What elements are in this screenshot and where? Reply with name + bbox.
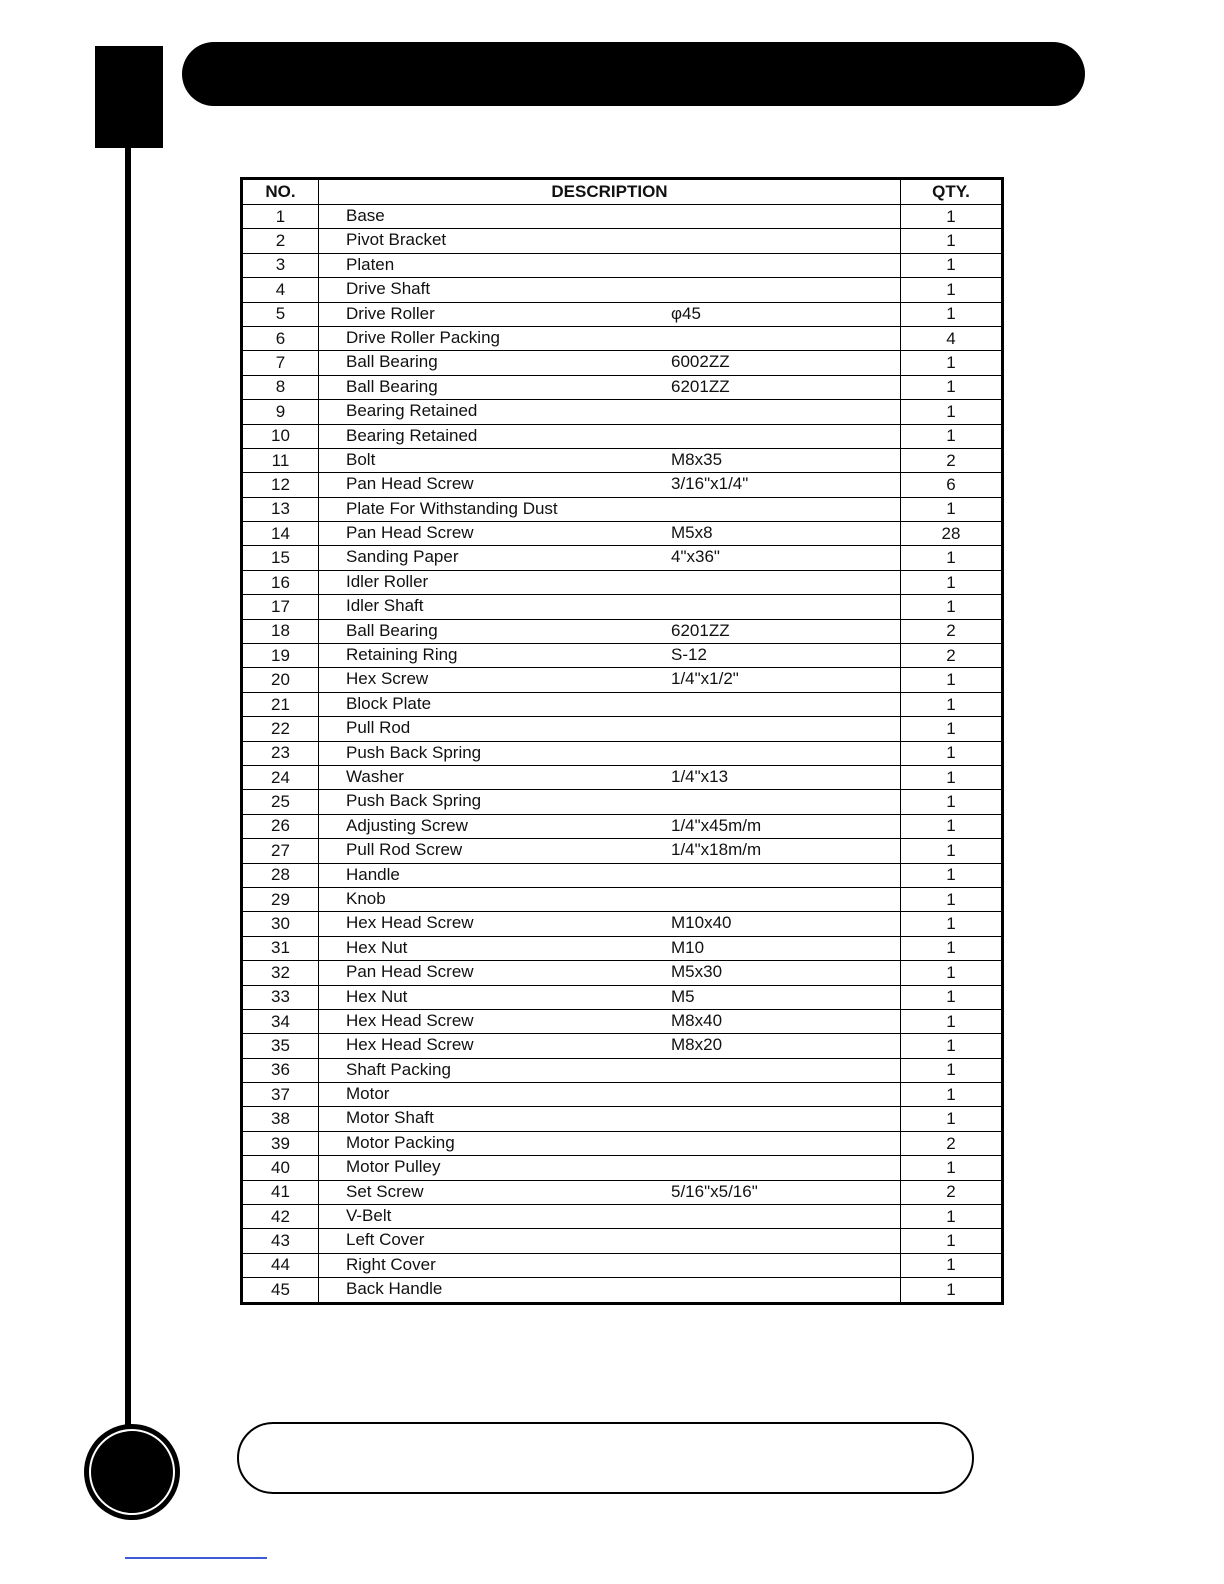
part-name: Retaining Ring — [346, 645, 458, 665]
part-spec: S-12 — [671, 645, 707, 665]
part-number: 13 — [242, 497, 319, 521]
table-row — [242, 1107, 1003, 1131]
part-description-cell — [319, 595, 901, 619]
side-rule — [125, 148, 131, 1433]
part-number: 34 — [242, 1009, 319, 1033]
part-qty: 1 — [901, 400, 1003, 424]
table-row — [242, 790, 1003, 814]
part-description-cell — [319, 912, 901, 936]
part-name: Right Cover — [346, 1254, 436, 1274]
part-name: Pull Rod — [346, 718, 411, 738]
part-number: 1 — [242, 205, 319, 229]
part-number: 22 — [242, 717, 319, 741]
part-number: 30 — [242, 912, 319, 936]
part-description-cell — [319, 1229, 901, 1253]
part-name: Hex Nut — [346, 937, 408, 957]
part-description-cell — [319, 546, 901, 570]
part-number: 21 — [242, 692, 319, 716]
part-qty: 1 — [901, 1107, 1003, 1131]
table-row — [242, 1156, 1003, 1180]
part-description-cell — [319, 1058, 901, 1082]
part-qty: 1 — [901, 765, 1003, 789]
part-qty: 1 — [901, 375, 1003, 399]
part-description-cell — [319, 1009, 901, 1033]
part-name: Idler Roller — [346, 571, 429, 591]
part-description-cell — [319, 400, 901, 424]
part-qty: 2 — [901, 644, 1003, 668]
part-qty: 1 — [901, 302, 1003, 326]
part-qty: 28 — [901, 522, 1003, 546]
table-row — [242, 595, 1003, 619]
part-number: 31 — [242, 936, 319, 960]
part-number: 20 — [242, 668, 319, 692]
part-qty: 2 — [901, 448, 1003, 472]
table-row — [242, 1009, 1003, 1033]
table-row — [242, 1058, 1003, 1082]
table-row — [242, 1180, 1003, 1204]
part-description-cell — [319, 229, 901, 253]
part-qty: 1 — [901, 1083, 1003, 1107]
part-qty: 1 — [901, 887, 1003, 911]
part-number: 17 — [242, 595, 319, 619]
table-row — [242, 765, 1003, 789]
part-number: 23 — [242, 741, 319, 765]
part-spec: 6201ZZ — [671, 376, 730, 396]
part-qty: 1 — [901, 253, 1003, 277]
part-name: Drive Roller Packing — [346, 327, 500, 347]
part-number: 24 — [242, 765, 319, 789]
part-qty: 1 — [901, 1009, 1003, 1033]
part-qty: 1 — [901, 717, 1003, 741]
part-number: 28 — [242, 863, 319, 887]
part-description-cell — [319, 522, 901, 546]
part-number: 26 — [242, 814, 319, 838]
part-qty: 2 — [901, 619, 1003, 643]
part-spec: 1/4"x1/2" — [671, 669, 739, 689]
part-name: Push Back Spring — [346, 791, 482, 811]
part-qty: 1 — [901, 692, 1003, 716]
part-name: Left Cover — [346, 1230, 425, 1250]
part-number: 11 — [242, 448, 319, 472]
part-qty: 1 — [901, 912, 1003, 936]
table-row — [242, 1278, 1003, 1303]
part-description-cell — [319, 570, 901, 594]
part-name: Idler Shaft — [346, 596, 424, 616]
part-name: Bearing Retained — [346, 401, 478, 421]
part-name: Pan Head Screw — [346, 474, 474, 494]
part-description-cell — [319, 326, 901, 350]
part-qty: 1 — [901, 1156, 1003, 1180]
header-no: NO. — [242, 179, 319, 205]
part-number: 15 — [242, 546, 319, 570]
part-qty: 1 — [901, 595, 1003, 619]
part-qty: 1 — [901, 229, 1003, 253]
part-description-cell — [319, 985, 901, 1009]
part-number: 39 — [242, 1131, 319, 1155]
part-description-cell — [319, 473, 901, 497]
table-row — [242, 1083, 1003, 1107]
parts-list-table — [240, 177, 1004, 1305]
part-number: 44 — [242, 1253, 319, 1277]
part-qty: 1 — [901, 278, 1003, 302]
table-row — [242, 863, 1003, 887]
part-name: Sanding Paper — [346, 547, 459, 567]
part-number: 4 — [242, 278, 319, 302]
part-spec: M8x40 — [671, 1010, 723, 1030]
part-spec: M5x30 — [671, 962, 723, 982]
table-row — [242, 912, 1003, 936]
table-row — [242, 205, 1003, 229]
header-description: DESCRIPTION — [319, 179, 901, 205]
part-qty: 2 — [901, 1131, 1003, 1155]
table-row — [242, 278, 1003, 302]
part-name: Shaft Packing — [346, 1059, 451, 1079]
part-name: Pan Head Screw — [346, 962, 474, 982]
part-number: 27 — [242, 839, 319, 863]
part-name: Motor Packing — [346, 1132, 455, 1152]
part-number: 29 — [242, 887, 319, 911]
part-number: 42 — [242, 1205, 319, 1229]
part-number: 43 — [242, 1229, 319, 1253]
parts-table-body — [242, 205, 1003, 1304]
table-row — [242, 375, 1003, 399]
part-spec: 1/4"x45m/m — [671, 815, 762, 835]
part-description-cell — [319, 1156, 901, 1180]
part-name: Drive Shaft — [346, 279, 431, 299]
part-number: 19 — [242, 644, 319, 668]
part-description-cell — [319, 278, 901, 302]
part-name: Push Back Spring — [346, 742, 482, 762]
part-description-cell — [319, 1253, 901, 1277]
part-spec: 4"x36" — [671, 547, 720, 567]
part-qty: 1 — [901, 790, 1003, 814]
table-row — [242, 326, 1003, 350]
part-description-cell — [319, 644, 901, 668]
table-row — [242, 985, 1003, 1009]
part-name: Bolt — [346, 449, 376, 469]
part-number: 2 — [242, 229, 319, 253]
part-description-cell — [319, 253, 901, 277]
part-spec: M8x20 — [671, 1035, 723, 1055]
part-name: Hex Head Screw — [346, 1035, 474, 1055]
part-qty: 1 — [901, 351, 1003, 375]
part-qty: 1 — [901, 863, 1003, 887]
part-spec: 5/16"x5/16" — [671, 1181, 758, 1201]
table-row — [242, 692, 1003, 716]
table-row — [242, 253, 1003, 277]
part-description-cell — [319, 839, 901, 863]
part-qty: 6 — [901, 473, 1003, 497]
part-qty: 1 — [901, 985, 1003, 1009]
part-spec: 1/4"x13 — [671, 766, 729, 786]
bottom-underline — [125, 1557, 267, 1559]
part-spec: M5 — [671, 986, 695, 1006]
part-name: Motor Shaft — [346, 1108, 434, 1128]
part-qty: 2 — [901, 1180, 1003, 1204]
part-number: 33 — [242, 985, 319, 1009]
part-spec: 3/16"x1/4" — [671, 474, 749, 494]
part-description-cell — [319, 765, 901, 789]
part-number: 6 — [242, 326, 319, 350]
part-name: Pan Head Screw — [346, 523, 474, 543]
part-spec: M5x8 — [671, 523, 713, 543]
part-name: Knob — [346, 888, 386, 908]
part-description-cell — [319, 302, 901, 326]
part-spec: 1/4"x18m/m — [671, 840, 762, 860]
table-row — [242, 302, 1003, 326]
table-row — [242, 473, 1003, 497]
part-name: Bearing Retained — [346, 425, 478, 445]
table-row — [242, 1205, 1003, 1229]
part-spec: 6201ZZ — [671, 620, 730, 640]
part-description-cell — [319, 1278, 901, 1303]
part-description-cell — [319, 961, 901, 985]
part-description-cell — [319, 1107, 901, 1131]
table-row — [242, 1131, 1003, 1155]
side-tab-block — [95, 46, 163, 148]
part-number: 32 — [242, 961, 319, 985]
part-name: Block Plate — [346, 693, 432, 713]
part-qty: 4 — [901, 326, 1003, 350]
part-description-cell — [319, 1180, 901, 1204]
part-qty: 1 — [901, 424, 1003, 448]
part-name: Pivot Bracket — [346, 230, 447, 250]
part-name: Hex Screw — [346, 669, 429, 689]
part-name: Hex Head Screw — [346, 1010, 474, 1030]
table-row — [242, 1229, 1003, 1253]
part-name: Adjusting Screw — [346, 815, 468, 835]
part-description-cell — [319, 351, 901, 375]
part-name: Ball Bearing — [346, 352, 438, 372]
table-row — [242, 522, 1003, 546]
part-name: Plate For Withstanding Dust — [346, 498, 558, 518]
table-row — [242, 351, 1003, 375]
part-description-cell — [319, 887, 901, 911]
part-name: Hex Head Screw — [346, 913, 474, 933]
table-row — [242, 570, 1003, 594]
part-description-cell — [319, 205, 901, 229]
table-row — [242, 887, 1003, 911]
part-description-cell — [319, 936, 901, 960]
part-qty: 1 — [901, 961, 1003, 985]
part-number: 8 — [242, 375, 319, 399]
part-number: 5 — [242, 302, 319, 326]
part-description-cell — [319, 375, 901, 399]
part-qty: 1 — [901, 1205, 1003, 1229]
part-spec: M10 — [671, 937, 705, 957]
part-qty: 1 — [901, 741, 1003, 765]
part-description-cell — [319, 448, 901, 472]
part-name: Platen — [346, 254, 395, 274]
part-spec: φ45 — [671, 303, 701, 323]
part-qty: 1 — [901, 936, 1003, 960]
part-description-cell — [319, 790, 901, 814]
part-description-cell — [319, 619, 901, 643]
part-description-cell — [319, 1205, 901, 1229]
part-description-cell — [319, 424, 901, 448]
table-row — [242, 1253, 1003, 1277]
table-row — [242, 448, 1003, 472]
part-qty: 1 — [901, 814, 1003, 838]
part-number: 9 — [242, 400, 319, 424]
table-row — [242, 717, 1003, 741]
table-header-row — [242, 179, 1003, 205]
part-number: 41 — [242, 1180, 319, 1204]
part-name: Washer — [346, 766, 404, 786]
part-name: Handle — [346, 864, 400, 884]
part-name: V-Belt — [346, 1206, 392, 1226]
part-qty: 1 — [901, 546, 1003, 570]
part-qty: 1 — [901, 1253, 1003, 1277]
table-row — [242, 814, 1003, 838]
part-qty: 1 — [901, 1229, 1003, 1253]
part-name: Motor — [346, 1084, 390, 1104]
part-description-cell — [319, 1034, 901, 1058]
table-row — [242, 229, 1003, 253]
table-row — [242, 497, 1003, 521]
header-qty: QTY. — [901, 179, 1003, 205]
table-row — [242, 546, 1003, 570]
part-qty: 1 — [901, 570, 1003, 594]
page-number-circle-ring — [89, 1429, 175, 1515]
part-qty: 1 — [901, 839, 1003, 863]
part-number: 14 — [242, 522, 319, 546]
part-number: 16 — [242, 570, 319, 594]
part-qty: 1 — [901, 668, 1003, 692]
part-number: 35 — [242, 1034, 319, 1058]
part-number: 45 — [242, 1278, 319, 1303]
part-number: 25 — [242, 790, 319, 814]
part-description-cell — [319, 741, 901, 765]
part-qty: 1 — [901, 205, 1003, 229]
part-number: 7 — [242, 351, 319, 375]
part-number: 10 — [242, 424, 319, 448]
part-spec: 6002ZZ — [671, 352, 730, 372]
part-description-cell — [319, 692, 901, 716]
table-row — [242, 961, 1003, 985]
part-name: Base — [346, 206, 385, 225]
page-number-circle — [84, 1424, 180, 1520]
part-name: Pull Rod Screw — [346, 840, 463, 860]
part-spec: M8x35 — [671, 449, 723, 469]
part-number: 37 — [242, 1083, 319, 1107]
part-description-cell — [319, 717, 901, 741]
part-name: Back Handle — [346, 1279, 443, 1299]
header-bar — [182, 42, 1085, 106]
table-row — [242, 619, 1003, 643]
part-description-cell — [319, 814, 901, 838]
part-name: Motor Pulley — [346, 1157, 441, 1177]
part-name: Ball Bearing — [346, 376, 438, 396]
table-row — [242, 1034, 1003, 1058]
part-number: 38 — [242, 1107, 319, 1131]
part-name: Set Screw — [346, 1181, 424, 1201]
part-description-cell — [319, 1131, 901, 1155]
part-number: 18 — [242, 619, 319, 643]
part-name: Ball Bearing — [346, 620, 438, 640]
part-qty: 1 — [901, 1034, 1003, 1058]
part-description-cell — [319, 497, 901, 521]
part-description-cell — [319, 1083, 901, 1107]
footer-pill — [237, 1422, 974, 1494]
part-name: Hex Nut — [346, 986, 408, 1006]
table-row — [242, 741, 1003, 765]
table-row — [242, 936, 1003, 960]
table-row — [242, 839, 1003, 863]
part-qty: 1 — [901, 1278, 1003, 1303]
table-row — [242, 424, 1003, 448]
part-qty: 1 — [901, 497, 1003, 521]
table-row — [242, 644, 1003, 668]
part-number: 36 — [242, 1058, 319, 1082]
part-name: Drive Roller — [346, 303, 435, 323]
part-number: 3 — [242, 253, 319, 277]
part-description-cell — [319, 863, 901, 887]
table-row — [242, 668, 1003, 692]
part-description-cell — [319, 668, 901, 692]
part-qty: 1 — [901, 1058, 1003, 1082]
part-number: 12 — [242, 473, 319, 497]
part-number: 40 — [242, 1156, 319, 1180]
part-spec: M10x40 — [671, 913, 732, 933]
table-row — [242, 400, 1003, 424]
